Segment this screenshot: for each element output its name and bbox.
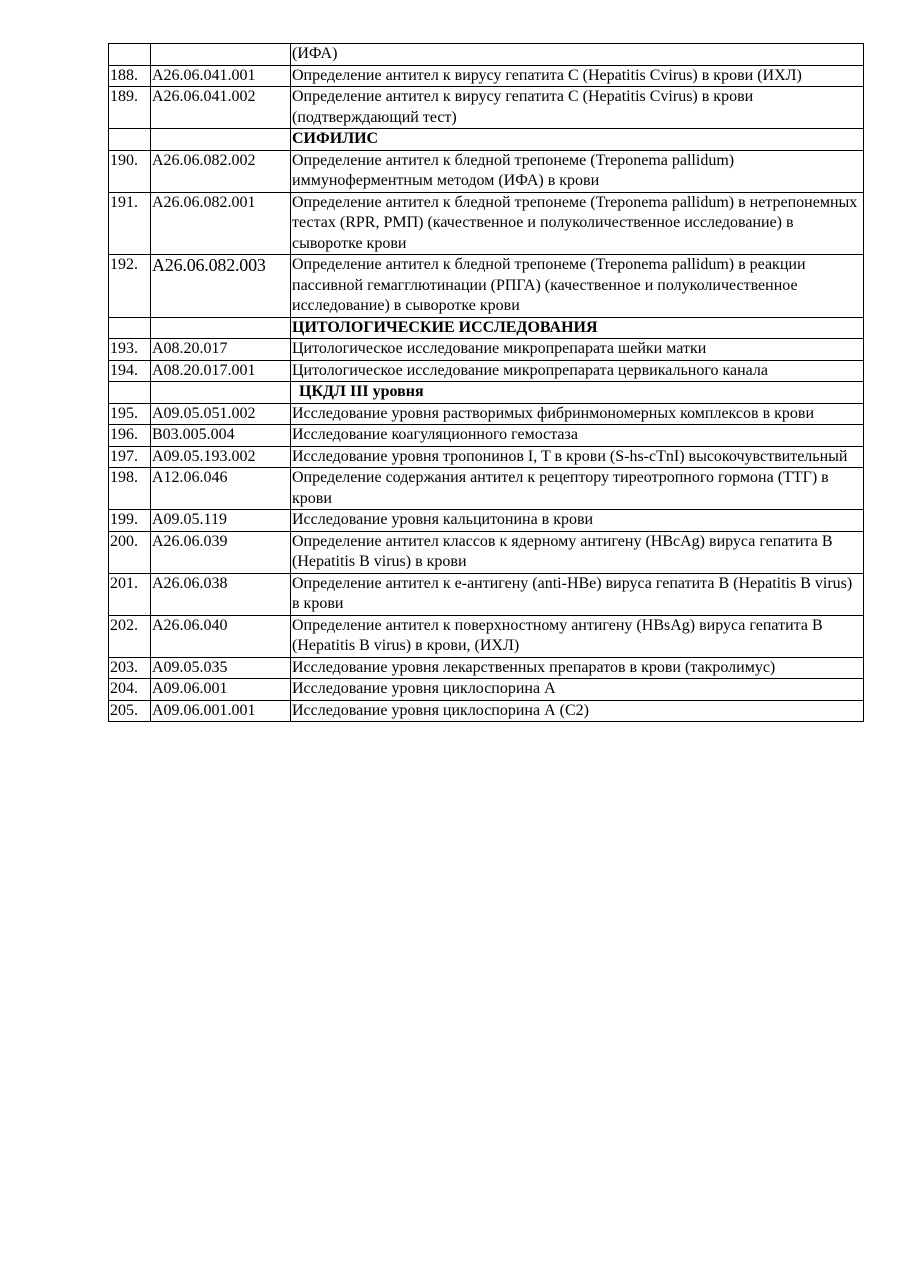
row-number-cell: 202. (109, 615, 151, 657)
section-heading: ЦКДЛ III уровня (291, 382, 864, 404)
row-number-cell (109, 382, 151, 404)
row-number-cell (109, 129, 151, 151)
service-code-cell: A08.20.017.001 (151, 360, 291, 382)
service-description-cell: Исследование уровня циклоспорина А (С2) (291, 700, 864, 722)
table-row (109, 255, 864, 318)
row-number-cell: 203. (109, 657, 151, 679)
table-row (109, 700, 864, 722)
service-code-cell: A09.06.001 (151, 679, 291, 701)
row-number-cell: 197. (109, 446, 151, 468)
service-description-cell: Исследование уровня лекарственных препаратов в крови (такролимус) (291, 657, 864, 679)
services-table (108, 43, 864, 722)
table-row (109, 87, 864, 129)
service-code-cell: A26.06.041.002 (151, 87, 291, 129)
service-code-cell: A26.06.040 (151, 615, 291, 657)
section-heading: ЦИТОЛОГИЧЕСКИЕ ИССЛЕДОВАНИЯ (291, 317, 864, 339)
section-heading: СИФИЛИС (291, 129, 864, 151)
service-description-cell: (ИФА) (291, 44, 864, 66)
table-row (109, 192, 864, 255)
row-number-cell: 189. (109, 87, 151, 129)
table-row (109, 531, 864, 573)
service-code-cell (151, 382, 291, 404)
service-code-cell: A26.06.038 (151, 573, 291, 615)
row-number-cell: 188. (109, 65, 151, 87)
service-code-cell: A12.06.046 (151, 468, 291, 510)
service-description-cell: Исследование уровня растворимых фибринмономерных комплексов в крови (291, 403, 864, 425)
row-number-cell: 195. (109, 403, 151, 425)
service-description-cell: Исследование уровня кальцитонина в крови (291, 510, 864, 532)
service-description-cell: Исследование уровня циклоспорина А (291, 679, 864, 701)
table-row (109, 615, 864, 657)
table-row (109, 339, 864, 361)
row-number-cell: 200. (109, 531, 151, 573)
section-heading-row (109, 317, 864, 339)
service-description-cell: Определение антител к бледной трепонеме (Treponema pallidum) иммуноферментным методом (ИФА) в крови (291, 150, 864, 192)
service-code-cell: A08.20.017 (151, 339, 291, 361)
table-row (109, 679, 864, 701)
table-row (109, 468, 864, 510)
service-code-cell: A26.06.082.003 (151, 255, 291, 318)
service-code-cell (151, 317, 291, 339)
section-heading-row (109, 129, 864, 151)
service-description-cell: Определение антител к вирусу гепатита C (Hepatitis Cvirus) в крови (ИХЛ) (291, 65, 864, 87)
table-row (109, 425, 864, 447)
row-number-cell: 199. (109, 510, 151, 532)
table-row (109, 65, 864, 87)
service-description-cell: Определение антител к бледной трепонеме (Treponema pallidum) в нетрепонемных тестах (RPR, РМП) (качественное и полуколичественное исследование) в сыворотке крови (291, 192, 864, 255)
table-row (109, 446, 864, 468)
service-code-cell: A26.06.039 (151, 531, 291, 573)
service-code-cell: A09.06.001.001 (151, 700, 291, 722)
row-number-cell: 191. (109, 192, 151, 255)
service-code-cell: A09.05.193.002 (151, 446, 291, 468)
row-number-cell: 198. (109, 468, 151, 510)
service-code-cell: A26.06.082.002 (151, 150, 291, 192)
row-number-cell (109, 317, 151, 339)
service-description-cell: Определение антител классов к ядерному антигену (HBcAg) вируса гепатита B (Hepatitis B virus) в крови (291, 531, 864, 573)
service-code-cell (151, 129, 291, 151)
service-description-cell: Определение антител к e-антигену (anti-HBe) вируса гепатита B (Hepatitis B virus) в крови (291, 573, 864, 615)
table-row (109, 150, 864, 192)
service-code-cell: A26.06.082.001 (151, 192, 291, 255)
row-number-cell: 190. (109, 150, 151, 192)
service-code-cell: A09.05.035 (151, 657, 291, 679)
table-row (109, 510, 864, 532)
table-row (109, 44, 864, 66)
row-number-cell: 201. (109, 573, 151, 615)
row-number-cell: 205. (109, 700, 151, 722)
row-number-cell: 196. (109, 425, 151, 447)
services-table-body (109, 44, 864, 722)
table-row (109, 657, 864, 679)
service-code-cell (151, 44, 291, 66)
table-row (109, 403, 864, 425)
service-description-cell: Исследование уровня тропонинов I, T в крови (S-hs-cTnI) высокочувствительный (291, 446, 864, 468)
row-number-cell: 192. (109, 255, 151, 318)
service-description-cell: Определение содержания антител к рецептору тиреотропного гормона (ТТГ) в крови (291, 468, 864, 510)
service-description-cell: Исследование коагуляционного гемостаза (291, 425, 864, 447)
service-description-cell: Определение антител к бледной трепонеме (Treponema pallidum) в реакции пассивной гемагглютинации (РПГА) (качественное и полуколичественное исследование) в сыворотке крови (291, 255, 864, 318)
section-heading-row (109, 382, 864, 404)
service-code-cell: B03.005.004 (151, 425, 291, 447)
table-row (109, 360, 864, 382)
row-number-cell: 193. (109, 339, 151, 361)
row-number-cell (109, 44, 151, 66)
service-code-cell: A26.06.041.001 (151, 65, 291, 87)
row-number-cell: 204. (109, 679, 151, 701)
service-description-cell: Цитологическое исследование микропрепарата цервикального канала (291, 360, 864, 382)
service-code-cell: A09.05.119 (151, 510, 291, 532)
row-number-cell: 194. (109, 360, 151, 382)
service-description-cell: Определение антител к поверхностному антигену (HBsAg) вируса гепатита B (Hepatitis B virus) в крови, (ИХЛ) (291, 615, 864, 657)
table-row (109, 573, 864, 615)
service-description-cell: Цитологическое исследование микропрепарата шейки матки (291, 339, 864, 361)
service-description-cell: Определение антител к вирусу гепатита C (Hepatitis Cvirus) в крови (подтверждающий тест) (291, 87, 864, 129)
service-code-cell: A09.05.051.002 (151, 403, 291, 425)
